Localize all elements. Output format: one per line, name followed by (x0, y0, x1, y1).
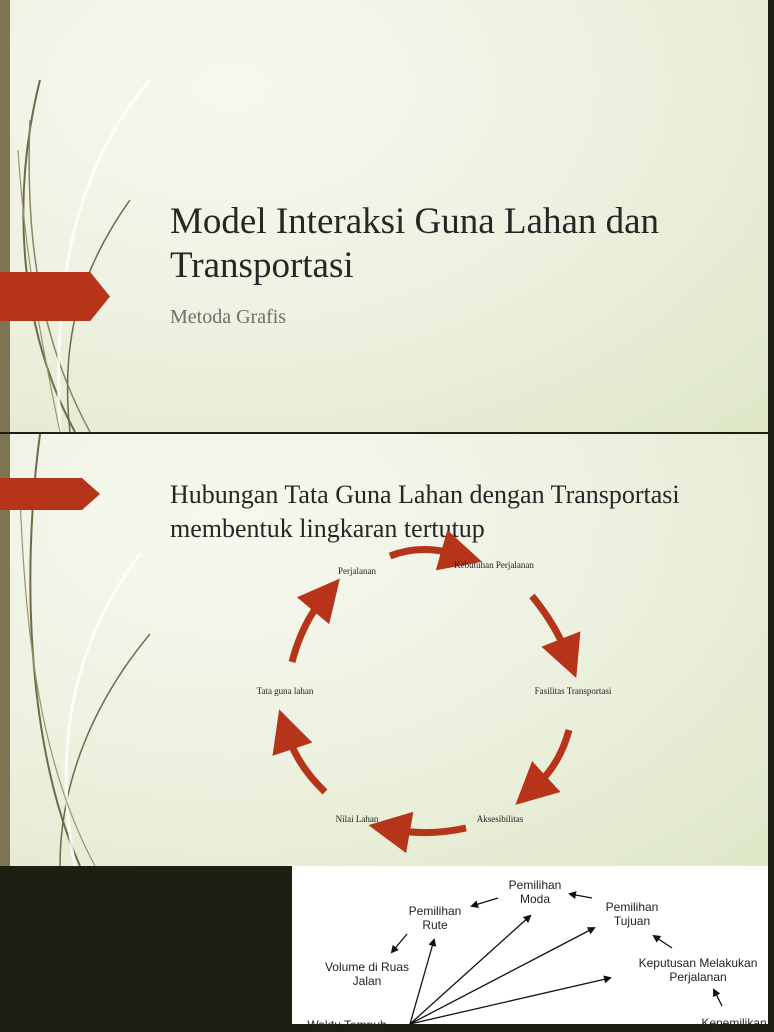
cycle-node-perjalanan: Perjalanan (338, 566, 376, 576)
flow-diagram-slide (292, 866, 768, 1032)
label-pemilihan-moda: Pemilihan Moda (508, 878, 562, 906)
cycle-diagram (0, 434, 768, 866)
label-pemilihan-tujuan: Pemilihan Tujuan (605, 900, 659, 928)
label-volume-ruas-jalan: Volume di Ruas Jalan (324, 960, 410, 988)
cycle-node-aksesibilitas: Aksesibilitas (476, 814, 524, 824)
slide-title: Hubungan Tata Guna Lahan dengan Transportasi membentuk lingkaran tertutup (170, 480, 680, 543)
cycle-node-fasilitas-transportasi: Fasilitas Transportasi (534, 686, 612, 696)
cycle-arrow (532, 596, 566, 652)
cycle-arrow (390, 549, 455, 556)
cycle-arrow (292, 600, 322, 662)
label-keputusan-perjalanan: Keputusan Melakukan Perjalanan (638, 956, 758, 984)
slide-subtitle: Metoda Grafis (170, 306, 287, 328)
accent-arrow-tab (0, 272, 110, 321)
cycle-node-kebutuhan-perjalanan: Kebutuhan Perjalanan (454, 560, 534, 570)
cycle-node-tata-guna-lahan: Tata guna lahan (256, 686, 314, 696)
cycle-arrow (536, 730, 569, 786)
label-pemilihan-rute: Pemilihan Rute (408, 904, 462, 932)
cycle-node-nilai-lahan: Nilai Lahan (335, 814, 379, 824)
slide-title: Model Interaksi Guna Lahan dan Transportasi (170, 201, 660, 286)
label-bottom-partial: Waktu Tempuh (307, 1018, 387, 1032)
cycle-arrow (396, 828, 466, 833)
title-slide (0, 0, 768, 432)
content-slide (0, 434, 768, 866)
cycle-arrow (288, 736, 325, 792)
label-kepemilikan: Kepemilikan (701, 1016, 767, 1030)
decorative-grass-lines (0, 0, 160, 432)
